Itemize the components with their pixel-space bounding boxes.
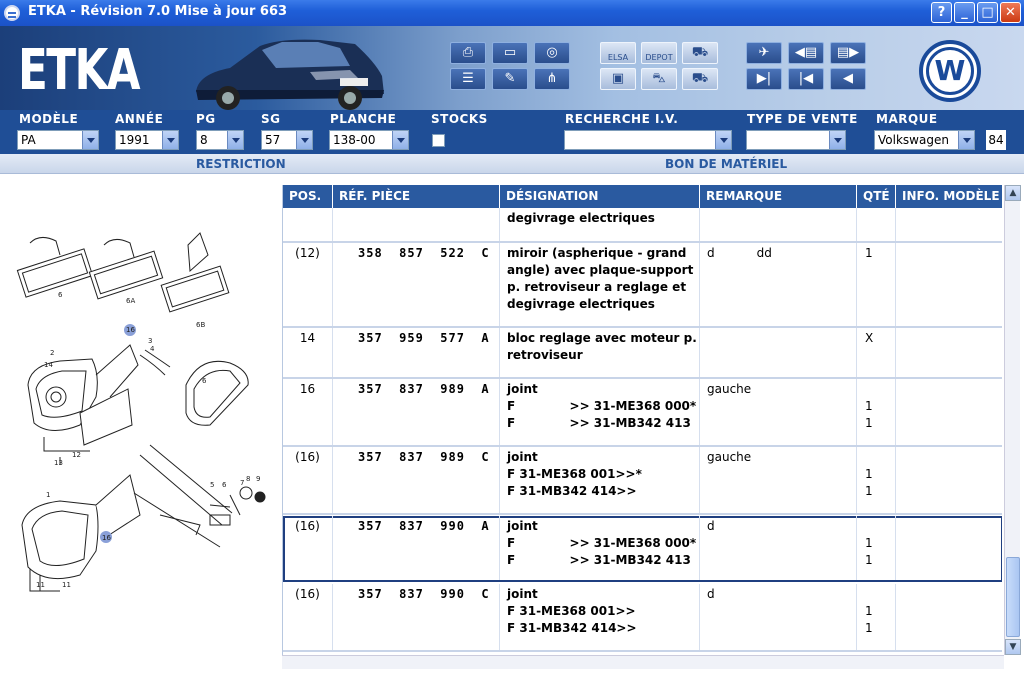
diagram-label: 8: [246, 475, 251, 483]
table-row[interactable]: [283, 328, 1002, 379]
annee-select[interactable]: 1991: [115, 130, 179, 150]
cell-pos: 14: [283, 328, 333, 377]
recherche-label: RECHERCHE I.V.: [565, 112, 679, 126]
diagram-label: 9: [256, 475, 261, 483]
banner: [0, 26, 1024, 110]
cell-qte: 1 1: [857, 516, 896, 580]
modele-select[interactable]: PA: [17, 130, 99, 150]
parts-table: [282, 185, 1002, 655]
mirror-6-icon: [17, 237, 92, 297]
chevron-down-icon[interactable]: [829, 131, 845, 149]
print-icon[interactable]: ⎙: [450, 42, 486, 64]
next-page-icon[interactable]: ▤▶: [830, 42, 866, 64]
maximize-button[interactable]: □: [977, 2, 998, 23]
help-button[interactable]: ?: [931, 2, 952, 23]
selector-bar: [0, 110, 1024, 154]
cell-designation: degivrage electriques: [500, 208, 700, 241]
sg-label: SG: [261, 112, 281, 126]
list-icon[interactable]: ☰: [450, 68, 486, 90]
pencil-icon[interactable]: ✎: [492, 68, 528, 90]
cell-remarque: gauche: [700, 447, 857, 513]
diagram-label: 11: [62, 581, 71, 589]
col-ref[interactable]: RÉF. PIÈCE: [333, 185, 500, 208]
cart-list-icon[interactable]: ⛟: [682, 68, 718, 90]
cell-designation: joint F 31-ME368 001>>* F 31-MB342 414>>: [500, 447, 700, 513]
cell-ref: 357 837 990 C: [333, 584, 500, 650]
diagram-label: 5: [210, 481, 215, 489]
table-header: [283, 185, 1002, 208]
cart-icon[interactable]: ⛟: [682, 42, 718, 64]
chevron-down-icon[interactable]: [82, 131, 98, 149]
scroll-down-icon[interactable]: ▼: [1005, 639, 1021, 655]
cell-info: [896, 516, 1002, 580]
cell-pos: (12): [283, 243, 333, 326]
elsa-icon[interactable]: ELSA: [600, 42, 636, 64]
col-qte[interactable]: QTÉ: [857, 185, 896, 208]
cell-ref: 357 837 990 A: [333, 516, 500, 580]
prev-icon[interactable]: ◀: [830, 68, 866, 90]
cell-remarque: d: [700, 516, 857, 580]
cell-ref: 357 837 989 A: [333, 379, 500, 445]
table-row[interactable]: [283, 447, 1002, 515]
minimize-button[interactable]: _: [954, 2, 975, 23]
chevron-down-icon[interactable]: [296, 131, 312, 149]
table-row-selected[interactable]: [283, 516, 1002, 582]
merge-icon[interactable]: ⋔: [534, 68, 570, 90]
cell-ref: 358 857 522 C: [333, 243, 500, 326]
first-icon[interactable]: ▶|: [746, 68, 782, 90]
cell-designation: miroir (aspherique - grand angle) avec plaque-support p. retroviseur a reglage et degivrage electriques: [500, 243, 700, 326]
cell-qte: 1 1: [857, 447, 896, 513]
car-image: [190, 32, 390, 110]
cell-ref: 357 837 989 C: [333, 447, 500, 513]
diagram-label: 2: [50, 349, 55, 357]
cell-info: [896, 328, 1002, 377]
diagram-label: 6A: [126, 297, 136, 305]
bus-icon[interactable]: ⛍: [641, 68, 677, 90]
diagram-label: 6: [202, 377, 207, 385]
diagram-label: 3: [148, 337, 153, 345]
cell-qte: 1 1: [857, 584, 896, 650]
binoculars-icon[interactable]: ◎: [534, 42, 570, 64]
cell-remarque: d: [700, 584, 857, 650]
diagram-label: 12: [72, 451, 81, 459]
cell-pos: (16): [283, 516, 333, 580]
marque-code: 84: [986, 130, 1006, 150]
cell-pos: [283, 208, 333, 241]
cell-qte: 1: [857, 243, 896, 326]
chevron-down-icon[interactable]: [715, 131, 731, 149]
prev-page-icon[interactable]: ◀▤: [788, 42, 824, 64]
stocks-label: STOCKS: [431, 112, 488, 126]
diagram-label: 6B: [196, 321, 206, 329]
cell-info: [896, 243, 1002, 326]
bon-de-materiel-tab[interactable]: BON DE MATÉRIEL: [665, 157, 788, 171]
chevron-down-icon[interactable]: [162, 131, 178, 149]
depot-icon[interactable]: DEPOT: [641, 42, 677, 64]
stocks-checkbox[interactable]: [432, 134, 445, 147]
sg-select[interactable]: 57: [261, 130, 313, 150]
cell-ref: [333, 208, 500, 241]
cell-remarque: [700, 328, 857, 377]
restriction-tab[interactable]: RESTRICTION: [196, 157, 286, 171]
cell-info: [896, 447, 1002, 513]
mirror-6b-icon: [161, 233, 229, 312]
parts-diagram-pane: [0, 175, 282, 669]
pin-icon[interactable]: ✈: [746, 42, 782, 64]
modele-label: MODÈLE: [19, 112, 79, 126]
cell-remarque: [700, 208, 857, 241]
planche-label: PLANCHE: [330, 112, 397, 126]
diagram-label: 1: [46, 491, 51, 499]
horizontal-scrollbar[interactable]: [282, 655, 1004, 669]
col-pos[interactable]: POS.: [283, 185, 333, 208]
marque-select[interactable]: Volkswagen: [874, 130, 975, 150]
vertical-scrollbar[interactable]: [1004, 185, 1020, 655]
cell-remarque: gauche: [700, 379, 857, 445]
close-button[interactable]: ✕: [1000, 2, 1021, 23]
scroll-up-icon[interactable]: ▲: [1005, 185, 1021, 201]
vw-logo: W: [919, 40, 981, 102]
chevron-down-icon[interactable]: [227, 131, 243, 149]
type-vente-label: TYPE DE VENTE: [747, 112, 858, 126]
cell-ref: 357 959 577 A: [333, 328, 500, 377]
table-row[interactable]: [283, 243, 1002, 328]
cell-info: [896, 584, 1002, 650]
parts-diagram[interactable]: [0, 175, 282, 669]
table-row[interactable]: [283, 584, 1002, 652]
cell-designation: joint F 31-ME368 001>> F 31-MB342 414>>: [500, 584, 700, 650]
scroll-thumb[interactable]: [1006, 557, 1020, 637]
door-mirror-top-icon: [28, 345, 170, 445]
pg-label: PG: [196, 112, 216, 126]
diagram-label: 16: [102, 534, 111, 542]
diagram-label: 6: [58, 291, 63, 299]
table-row[interactable]: [283, 208, 1002, 243]
mirror-right-icon: [186, 361, 248, 425]
recherche-select[interactable]: [564, 130, 732, 150]
diagram-label: 7: [240, 479, 245, 487]
diagram-label: 6: [222, 481, 227, 489]
diagram-label: 14: [44, 361, 53, 369]
table-row[interactable]: [283, 379, 1002, 447]
type-vente-select[interactable]: [746, 130, 846, 150]
col-designation[interactable]: DÉSIGNATION: [500, 185, 700, 208]
sub-bar: [0, 154, 1024, 174]
diagram-label: 4: [150, 345, 155, 353]
chevron-down-icon[interactable]: [958, 131, 974, 149]
app-menu-icon[interactable]: [4, 5, 20, 21]
cell-pos: 16: [283, 379, 333, 445]
cell-info: [896, 379, 1002, 445]
cell-qte: X: [857, 328, 896, 377]
diagram-label: 11: [36, 581, 45, 589]
pg-select[interactable]: 8: [196, 130, 244, 150]
cell-remarque: d dd: [700, 243, 857, 326]
computer-icon[interactable]: ▣: [600, 68, 636, 90]
cell-pos: (16): [283, 584, 333, 650]
diagram-label: 13: [54, 459, 63, 467]
cell-designation: joint F >> 31-ME368 000* F >> 31-MB342 413: [500, 516, 700, 580]
etka-logo: ETKA: [18, 38, 140, 103]
annee-label: ANNÉE: [115, 112, 164, 126]
chevron-down-icon[interactable]: [392, 131, 408, 149]
cell-designation: bloc reglage avec moteur p. retroviseur: [500, 328, 700, 377]
diagram-label: 16: [126, 326, 135, 334]
cell-designation: joint F >> 31-ME368 000* F >> 31-MB342 413: [500, 379, 700, 445]
col-info-modele[interactable]: INFO. MODÈLE: [896, 185, 1002, 208]
window-icon[interactable]: ▭: [492, 42, 528, 64]
mirror-6a-icon: [89, 239, 162, 298]
title-bar: [0, 0, 1024, 26]
planche-select[interactable]: 138-00: [329, 130, 409, 150]
cell-qte: 1 1: [857, 379, 896, 445]
cell-pos: (16): [283, 447, 333, 513]
marque-label: MARQUE: [876, 112, 938, 126]
window-title: ETKA - Révision 7.0 Mise à jour 663: [28, 4, 288, 19]
col-remarque[interactable]: REMARQUE: [700, 185, 857, 208]
cell-qte: [857, 208, 896, 241]
back-icon[interactable]: |◀: [788, 68, 824, 90]
cell-info: [896, 208, 1002, 241]
